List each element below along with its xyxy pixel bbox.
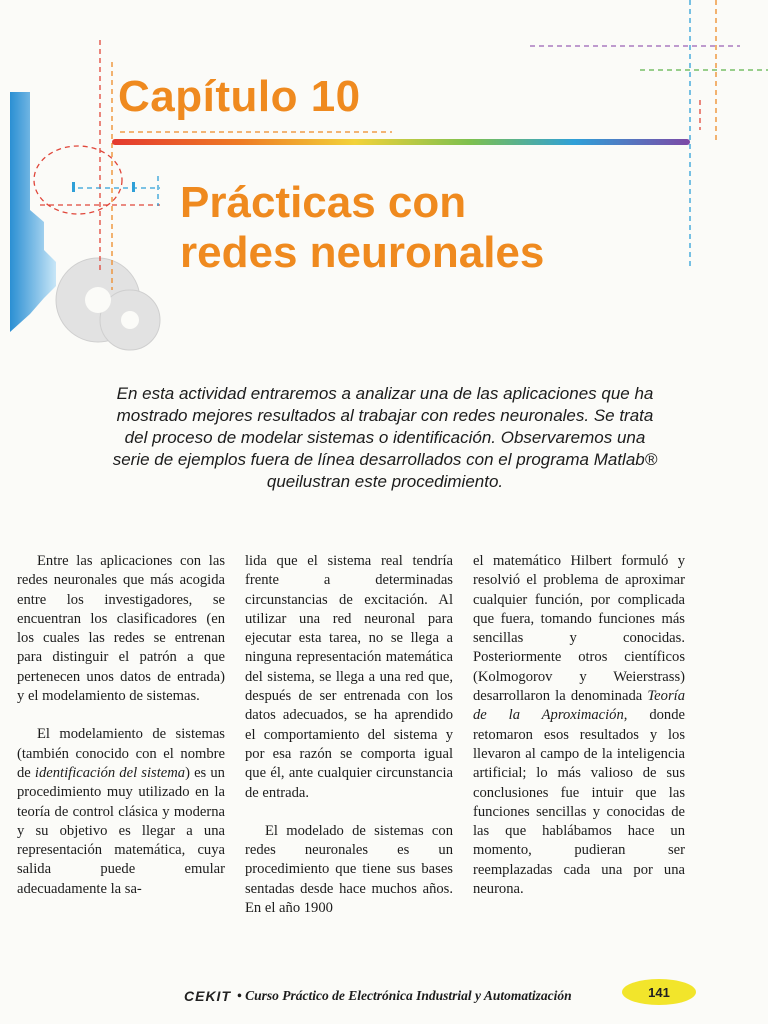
page-footer <box>184 984 572 1008</box>
paragraph-text: El modelamiento de sistemas (también conocido con el nombre de <box>17 726 225 781</box>
paragraph: El modelado de sistemas con redes neuronales es un procedimiento que tiene sus bases sentadas desde hace muchos años. En el año 1900 <box>245 822 453 917</box>
emphasis-term: identificación del sistema <box>34 764 186 781</box>
paragraph: Entre las aplicaciones con las redes neuronales que más acogida entre los investigadores, se encuentran los clasificadores (en los cuales las redes se entrenan para distinguir el patrón a que pertenecen unos datos de entrada) y el modelamiento de sistemas. <box>17 553 225 705</box>
paragraph-text: , donde retomaron esos resultados y los llevaron al campo de la inteligencia artificial; lo más valioso de sus conclusiones fue intuir que las funciones sencillas y conocidas de las que hablábamos hace un momento, pudieran ser reemplazadas cada una por una neurona. <box>473 707 685 898</box>
chapter-title <box>180 178 720 278</box>
rainbow-divider <box>112 139 690 145</box>
intro-line: En esta actividad entraremos a analizar una de las aplicaciones que ha <box>116 384 654 403</box>
text-column-2 <box>245 552 453 937</box>
paragraph: lida que el sistema real tendría frente a determinadas circunstancias de excitación. Al utilizar una red neuronal para ejecutar esta tarea, no se llega a ninguna representación matemática del sistema, se llega a una red que, después de ser entrenada con los datos adecuados, se ha aprendido el comportamiento del sistema y por esa razón se comporta igual que él, ante cualquier circunstancia de entrada. <box>245 553 453 801</box>
emphasis-term: Teoría de la Aproximación <box>473 688 685 724</box>
intro-line: mostrado mejores resultados al trabajar con redes neuronales. Se trata <box>116 406 654 425</box>
paragraph-text: ) es un procedimiento muy utilizado en la teoría de control clásica y moderna y su objetivo es llegar a una representación matemática, cuya salida puede emular adecuadamente la sa- <box>17 764 225 897</box>
text-column-1 <box>17 552 225 918</box>
chapter-title-line2: redes neuronales <box>180 228 545 277</box>
publisher-logo: CEKIT <box>184 988 231 1004</box>
paragraph <box>473 552 685 899</box>
intro-line: queilustran este procedimiento. <box>266 472 504 491</box>
page-number: 141 <box>648 984 670 1000</box>
course-title: • Curso Práctico de Electrónica Industrial y Automatización <box>237 988 572 1003</box>
paragraph-text: el matemático Hilbert formuló y resolvió el problema de aproximar cualquier función, por complicada que fuera, tomando funciones más sencillas y conocidas. Posteriormente otros científicos (Kolmogorov y Weierstrass) desarrollaron la denominada <box>473 553 685 705</box>
page-number-badge <box>622 979 696 1005</box>
chapter-label: Capítulo 10 <box>118 72 361 121</box>
intro-line: del proceso de modelar sistemas o identificación. Observaremos una <box>124 428 646 447</box>
intro-line: serie de ejemplos fuera de línea desarrollados con el programa Matlab® <box>112 450 658 469</box>
chapter-title-line1: Prácticas con <box>180 178 467 227</box>
text-column-3 <box>473 552 685 918</box>
paragraph <box>17 725 225 899</box>
intro-paragraph <box>60 383 710 493</box>
